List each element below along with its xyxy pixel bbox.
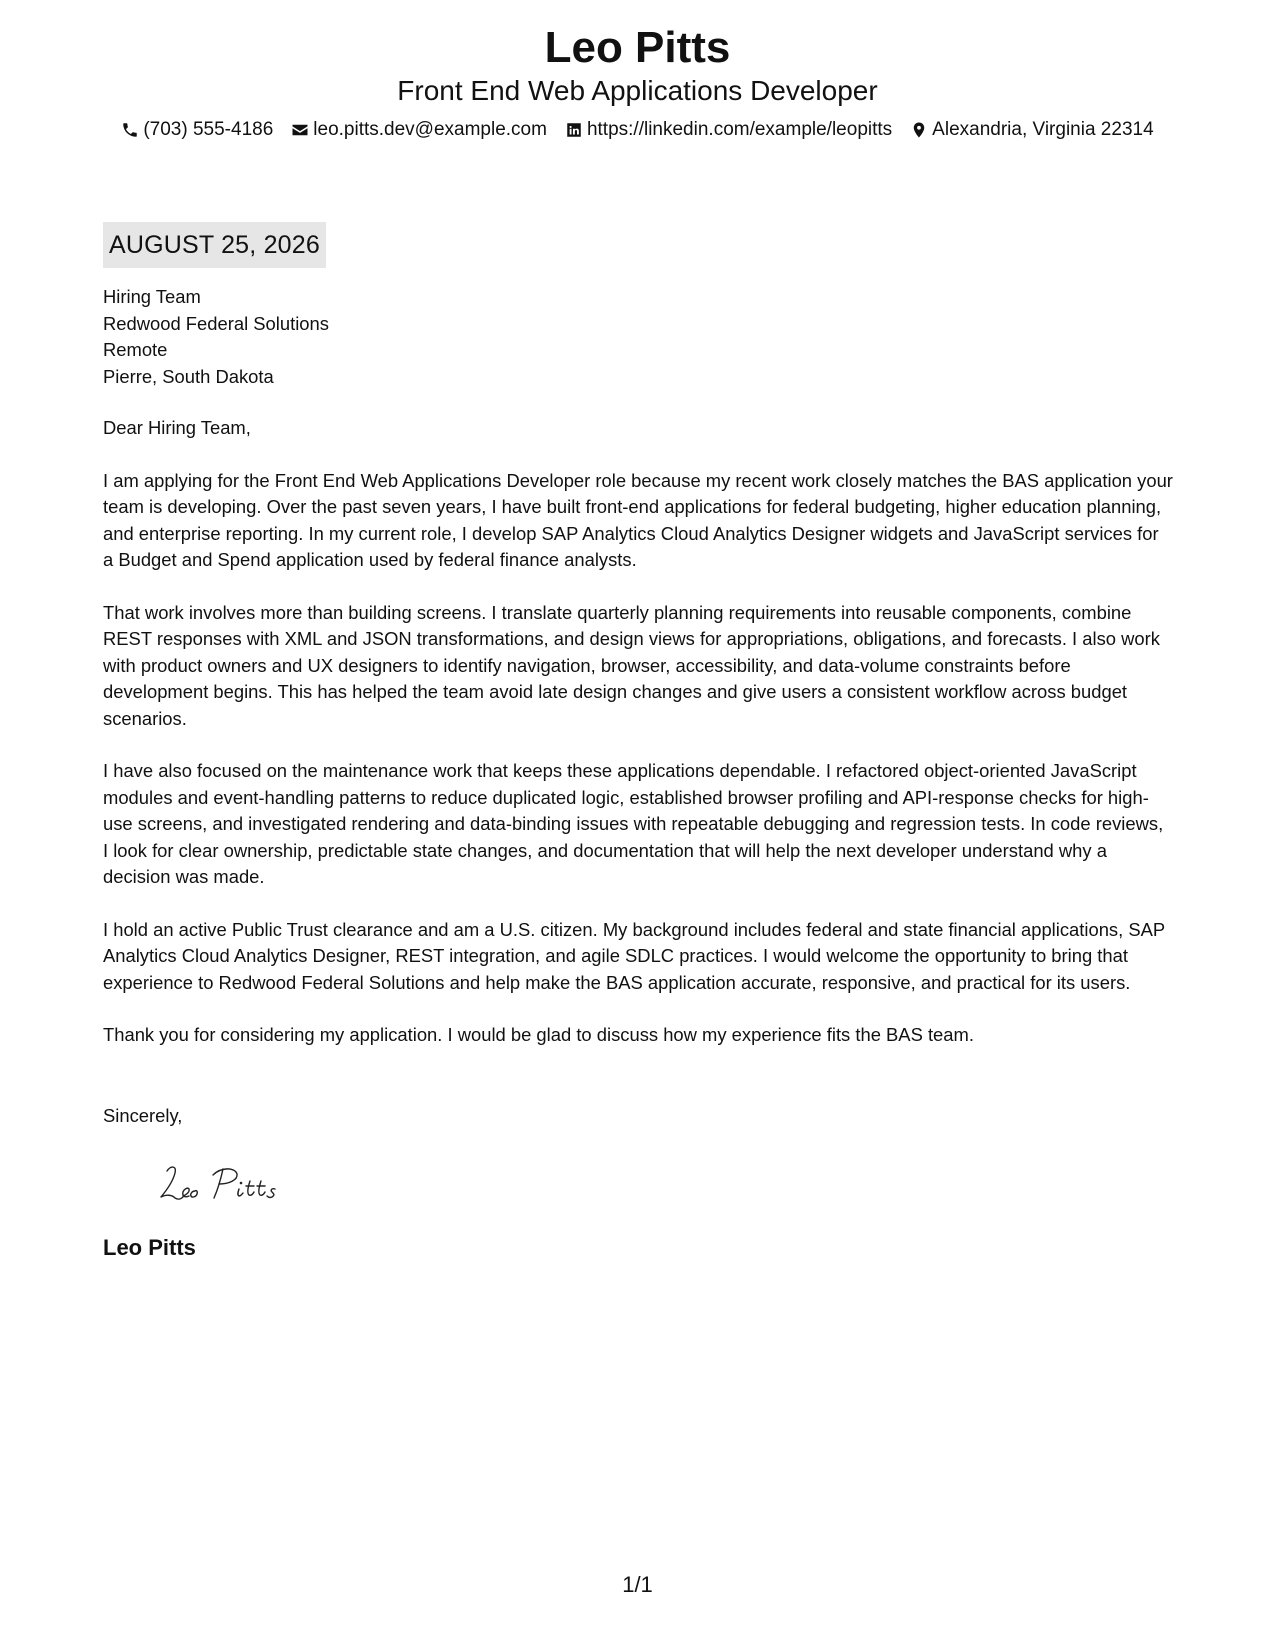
linkedin-text: https://linkedin.com/example/leopitts bbox=[586, 119, 893, 140]
salutation: Dear Hiring Team, bbox=[103, 417, 251, 438]
body-paragraph: I have also focused on the maintenance work that keeps these applications dependable. I refactored object-oriented JavaScript modules and event-handling patterns to reduce duplicated logic, established browser profiling and API-response checks for high-use screens, and investigated rendering and data-binding issues with repeatable debugging and regression tests. In code reviews, I look for clear ownership, predictable state changes, and documentation that will help the next developer understand why a decision was made. bbox=[103, 760, 1164, 887]
phone-icon bbox=[121, 121, 139, 139]
page-number: 1/1 bbox=[622, 1572, 653, 1597]
recipient-block bbox=[103, 284, 1173, 390]
linkedin-icon bbox=[565, 121, 583, 139]
recipient-line: Pierre, South Dakota bbox=[103, 365, 274, 387]
contact-email[interactable] bbox=[291, 118, 547, 142]
recipient-line: Hiring Team bbox=[103, 286, 201, 307]
phone-text: (703) 555-4186 bbox=[143, 119, 274, 140]
applicant-role: Front End Web Applications Developer bbox=[397, 75, 878, 106]
letter-header bbox=[0, 22, 1275, 142]
envelope-icon bbox=[291, 121, 309, 139]
letter-date: AUGUST 25, 2026 bbox=[103, 222, 326, 268]
applicant-name: Leo Pitts bbox=[544, 23, 731, 72]
location-text: Alexandria, Virginia 22314 bbox=[932, 119, 1154, 140]
body-paragraph: I hold an active Public Trust clearance and am a U.S. citizen. My background includes federal and state financial applications, SAP Analytics Cloud Analytics Designer, REST integration, and agile SDLC practices. I would welcome the opportunity to bring that experience to Redwood Federal Solutions and help make the BAS application accurate, responsive, and practical for its users. bbox=[103, 918, 1165, 993]
email-text: leo.pitts.dev@example.com bbox=[313, 119, 547, 140]
letter-body bbox=[103, 222, 1173, 1261]
recipient-line: Redwood Federal Solutions bbox=[103, 312, 329, 334]
recipient-line: Remote bbox=[103, 339, 168, 360]
contact-phone bbox=[121, 118, 273, 142]
map-pin-icon bbox=[910, 121, 928, 139]
contact-location bbox=[910, 118, 1153, 142]
body-paragraph: Thank you for considering my application. I would be glad to discuss how my experience fits the BAS team. bbox=[103, 1024, 974, 1045]
closing: Sincerely, bbox=[103, 1104, 183, 1126]
signer-name: Leo Pitts bbox=[103, 1234, 196, 1260]
handwritten-signature bbox=[153, 1159, 313, 1207]
body-paragraph: That work involves more than building screens. I translate quarterly planning requirements into reusable components, combine REST responses with XML and JSON transformations, and design views for appropriations, obligations, and forecasts. I also work with product owners and UX designers to identify navigation, browser, accessibility, and data-volume constraints before development begins. This has helped the team avoid late design changes and give users a consistent workflow across budget scenarios. bbox=[103, 601, 1160, 729]
body-paragraph: I am applying for the Front End Web Applications Developer role because my recent work closely matches the BAS application your team is developing. Over the past seven years, I have built front-end applications for federal budgeting, higher education planning, and enterprise reporting. In my current role, I develop SAP Analytics Cloud Analytics Designer widgets and JavaScript services for a Budget and Spend application used by federal finance analysts. bbox=[103, 469, 1173, 570]
contact-linkedin[interactable] bbox=[565, 118, 892, 142]
contact-bar bbox=[0, 118, 1275, 142]
